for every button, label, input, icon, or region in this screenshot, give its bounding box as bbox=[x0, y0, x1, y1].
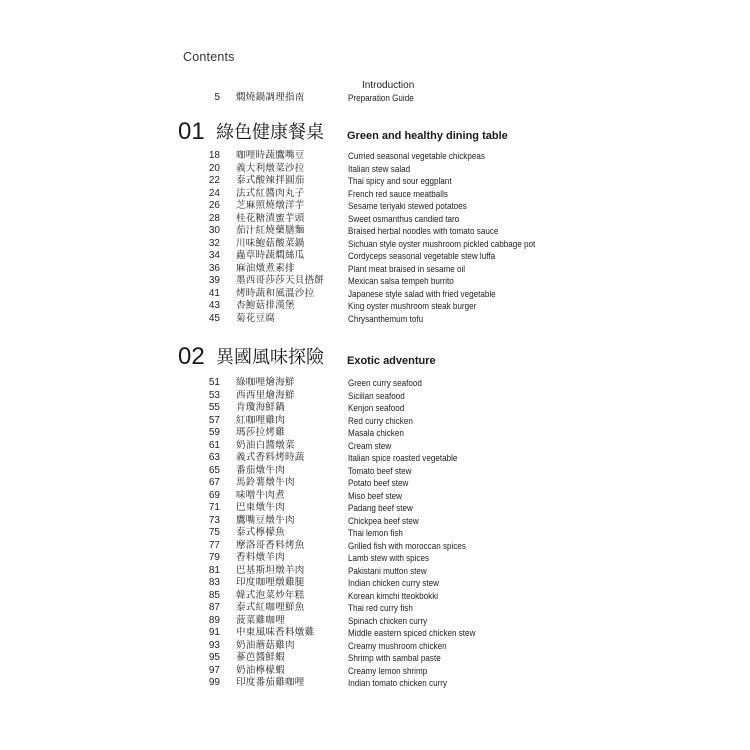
entry-title-zh: 鷹嘴豆燉牛肉 bbox=[236, 514, 295, 526]
entry-title-zh: 中東風味香料燉雞 bbox=[236, 627, 315, 638]
toc-entry bbox=[0, 590, 750, 603]
toc-entry bbox=[0, 627, 750, 640]
entry-title-zh: 蔘芭醬鮮蝦 bbox=[236, 652, 286, 663]
entry-title-zh: 茄汁紅燒藥膳麵 bbox=[236, 225, 305, 236]
entry-title-en: French red sauce meatballs bbox=[348, 188, 448, 199]
entry-title-zh: 麻油燉煮素排 bbox=[236, 262, 295, 274]
entry-title-zh: 巴基斯坦燉羊肉 bbox=[236, 564, 305, 576]
toc-entry bbox=[0, 527, 750, 540]
page-number: 39 bbox=[208, 275, 220, 286]
entry-title-zh: 泰式檸檬魚 bbox=[236, 527, 286, 538]
toc-entry bbox=[0, 175, 750, 188]
page-number: 67 bbox=[208, 477, 220, 488]
entry-title-zh: 義大利燉菜沙拉 bbox=[236, 162, 305, 174]
entry-title-en: Korean kimchi tteokbokki bbox=[348, 590, 439, 601]
entry-title-en: Creamy mushroom chicken bbox=[348, 640, 447, 651]
entry-title-zh: 番茄燉牛肉 bbox=[236, 464, 286, 476]
entry-title-en: Cordyceps seasonal vegetable stew luffa bbox=[348, 251, 496, 261]
entry-title-zh: 烤時蔬和風溫沙拉 bbox=[236, 287, 315, 299]
entry-title-zh: 義式香料烤時蔬 bbox=[236, 452, 305, 463]
chapter-heading bbox=[0, 118, 750, 146]
page-number: 95 bbox=[208, 652, 220, 663]
entry-title-en: Miso beef stew bbox=[348, 490, 403, 501]
page-number: 28 bbox=[208, 212, 220, 224]
entry-title-en: Braised herbal noodles with tomato sauce bbox=[348, 226, 499, 236]
page-number: 43 bbox=[208, 300, 220, 311]
page-number: 18 bbox=[208, 150, 220, 161]
page-number: 75 bbox=[208, 527, 220, 538]
page-number: 55 bbox=[208, 402, 220, 413]
entry-title-zh: 馬鈴薯燉牛肉 bbox=[236, 477, 295, 488]
page-number: 73 bbox=[208, 514, 220, 526]
entry-title-zh: 肯瓊海鮮鍋 bbox=[236, 402, 286, 413]
toc-entry bbox=[0, 477, 750, 490]
entry-title-zh: 綠咖哩燴海鮮 bbox=[236, 377, 295, 388]
entry-title-en: Sesame teriyaki stewed potatoes bbox=[348, 201, 467, 211]
entry-title-en: Preparation Guide bbox=[348, 93, 414, 103]
entry-title-en: Tomato beef stew bbox=[348, 465, 412, 476]
toc-entry bbox=[0, 163, 750, 176]
entry-title-en: Curried seasonal vegetable chickpeas bbox=[348, 151, 485, 161]
entry-title-zh: 菠菜雞咖哩 bbox=[236, 614, 286, 626]
toc-entry bbox=[0, 415, 750, 428]
page-number: 81 bbox=[208, 564, 220, 576]
toc-entry bbox=[0, 275, 750, 288]
chapter-title-zh: 綠色健康餐桌 bbox=[216, 122, 324, 143]
entry-title-en: Cream stew bbox=[348, 440, 392, 451]
chapter-title-en: Green and healthy dining table bbox=[347, 130, 508, 142]
page-number: 30 bbox=[208, 225, 220, 236]
entry-title-en: Potato beef stew bbox=[348, 478, 409, 488]
page-number: 87 bbox=[208, 602, 220, 613]
toc-entry bbox=[0, 440, 750, 453]
toc-entry bbox=[0, 300, 750, 313]
entry-title-zh: 巴東燉牛肉 bbox=[236, 502, 286, 513]
toc-entry bbox=[0, 615, 750, 628]
entry-title-zh: 芝麻照燒燉洋芋 bbox=[236, 200, 305, 211]
chapter-title-zh: 異國風味探險 bbox=[216, 347, 324, 368]
toc-entry bbox=[0, 677, 750, 690]
entry-title-zh: 杏鮑菇排漢堡 bbox=[236, 300, 295, 311]
entry-title-en: Plant meat braised in sesame oil bbox=[348, 263, 466, 274]
toc-entry bbox=[0, 263, 750, 276]
chapter-number: 02 bbox=[178, 343, 205, 370]
entry-title-en: Red curry chicken bbox=[348, 415, 413, 426]
entry-title-zh: 川味鮑菇酸菜鍋 bbox=[236, 237, 305, 249]
toc-entry bbox=[0, 402, 750, 415]
toc-entry bbox=[0, 490, 750, 503]
toc-entry bbox=[0, 640, 750, 653]
page-number: 41 bbox=[208, 287, 220, 299]
chapter-title-en: Exotic adventure bbox=[347, 355, 436, 367]
entry-title-en: Sweet osmanthus candied taro bbox=[348, 213, 460, 224]
entry-title-en: King oyster mushroom steak burger bbox=[348, 301, 477, 311]
page-number: 36 bbox=[208, 262, 220, 274]
toc-entry bbox=[0, 540, 750, 553]
entry-title-en: Chickpea beef stew bbox=[348, 515, 419, 526]
entry-title-zh: 韓式泡菜炒年糕 bbox=[236, 589, 305, 601]
page-number: 83 bbox=[208, 577, 220, 588]
entry-title-en: Mexican salsa tempeh burrito bbox=[348, 276, 454, 286]
entry-title-en: Masala chicken bbox=[348, 428, 404, 438]
entry-title-en: Green curry seafood bbox=[348, 378, 422, 388]
entry-title-en: Chrysanthemum tofu bbox=[348, 313, 424, 324]
page-number: 69 bbox=[208, 489, 220, 501]
page-number: 93 bbox=[208, 639, 220, 651]
page-number: 57 bbox=[208, 414, 220, 426]
page-number: 79 bbox=[208, 552, 220, 563]
entry-title-en: Lamb stew with spices bbox=[348, 553, 430, 563]
entry-title-zh: 泰式紅咖哩鮮魚 bbox=[236, 602, 305, 613]
page-number: 59 bbox=[208, 427, 220, 438]
entry-title-zh: 咖哩時蔬鷹嘴豆 bbox=[236, 150, 305, 161]
page-number: 24 bbox=[208, 187, 220, 199]
entry-title-zh: 菊花豆腐 bbox=[236, 312, 276, 324]
page-number: 20 bbox=[208, 162, 220, 174]
toc-entry bbox=[0, 652, 750, 665]
toc-entry bbox=[0, 313, 750, 326]
entry-title-en: Sicilian seafood bbox=[348, 390, 405, 401]
entry-title-zh: 摩洛哥香料烤魚 bbox=[236, 539, 305, 551]
entry-title-zh: 味噌牛肉煮 bbox=[236, 489, 286, 501]
toc-entry bbox=[0, 565, 750, 578]
page-number: 97 bbox=[208, 664, 220, 676]
entry-title-en: Italian stew salad bbox=[348, 163, 411, 174]
toc-entry bbox=[0, 225, 750, 238]
toc-entry bbox=[0, 213, 750, 226]
page-number: 89 bbox=[208, 614, 220, 626]
toc-entry bbox=[0, 552, 750, 565]
entry-title-zh: 奶油蘑菇雞肉 bbox=[236, 639, 295, 651]
entry-title-en: Kenjon seafood bbox=[348, 403, 405, 413]
entry-title-zh: 紅咖哩雞肉 bbox=[236, 414, 286, 426]
page-number: 65 bbox=[208, 464, 220, 476]
toc-entry bbox=[0, 465, 750, 478]
entry-title-en: Padang beef stew bbox=[348, 503, 413, 513]
entry-title-en: Italian spice roasted vegetable bbox=[348, 453, 458, 463]
toc-entry bbox=[0, 200, 750, 213]
toc-entry bbox=[0, 515, 750, 528]
entry-title-en: Creamy lemon shrimp bbox=[348, 665, 428, 676]
entry-title-zh: 香料燉羊肉 bbox=[236, 552, 286, 563]
page-heading: Contents bbox=[183, 50, 235, 64]
entry-title-en: Spinach chicken curry bbox=[348, 615, 428, 626]
page-number: 77 bbox=[208, 539, 220, 551]
entry-title-zh: 印度咖哩燉雞腿 bbox=[236, 577, 305, 588]
entry-title-en: Thai lemon fish bbox=[348, 528, 403, 538]
page-number: 5 bbox=[214, 92, 220, 103]
chapter-number: 01 bbox=[178, 118, 205, 145]
page-number: 34 bbox=[208, 250, 220, 261]
toc-entry bbox=[0, 577, 750, 590]
entry-title-zh: 奶油檸檬蝦 bbox=[236, 664, 286, 676]
toc-entry bbox=[0, 238, 750, 251]
entry-title-zh: 印度番茄雞咖哩 bbox=[236, 677, 305, 688]
entry-title-zh: 泰式酸辣拌圓茄 bbox=[236, 175, 305, 186]
toc-entry bbox=[0, 250, 750, 263]
toc-entry bbox=[0, 377, 750, 390]
entry-title-zh: 奶油白醬燉菜 bbox=[236, 439, 295, 451]
page-number: 91 bbox=[208, 627, 220, 638]
toc-entry bbox=[0, 665, 750, 678]
entry-title-en: Thai spicy and sour eggplant bbox=[348, 176, 452, 186]
entry-title-zh: 桂花糖漬蜜芋頭 bbox=[236, 212, 305, 224]
toc-entry bbox=[0, 427, 750, 440]
page-number: 99 bbox=[208, 677, 220, 688]
page-number: 32 bbox=[208, 237, 220, 249]
toc-entry bbox=[0, 188, 750, 201]
page-number: 26 bbox=[208, 200, 220, 211]
chapter-heading bbox=[0, 343, 750, 371]
entry-title-en: Middle eastern spiced chicken stew bbox=[348, 628, 476, 638]
entry-title-en: Indian chicken curry stew bbox=[348, 578, 439, 588]
page-number: 63 bbox=[208, 452, 220, 463]
toc-entry bbox=[0, 150, 750, 163]
page-number: 85 bbox=[208, 589, 220, 601]
entry-title-en: Thai red curry fish bbox=[348, 603, 413, 613]
entry-title-en: Indian tomato chicken curry bbox=[348, 678, 448, 688]
toc-entry bbox=[0, 288, 750, 301]
introduction-title: Introduction bbox=[362, 80, 415, 91]
entry-title-zh: 蟲草時蔬燜絲瓜 bbox=[236, 250, 305, 261]
entry-title-zh: 燜燒鍋調理指南 bbox=[236, 92, 305, 103]
entry-title-en: Japanese style salad with fried vegetable bbox=[348, 288, 496, 299]
entry-title-en: Grilled fish with moroccan spices bbox=[348, 540, 466, 551]
entry-title-zh: 瑪莎拉烤雞 bbox=[236, 427, 286, 438]
page-number: 61 bbox=[208, 439, 220, 451]
entry-title-zh: 墨西哥莎莎天貝搭餅 bbox=[236, 275, 325, 286]
entry-title-en: Shrimp with sambal paste bbox=[348, 653, 441, 663]
toc-entry bbox=[0, 602, 750, 615]
entry-title-en: Sichuan style oyster mushroom pickled cabbage pot bbox=[348, 238, 536, 249]
entry-title-zh: 法式紅醬肉丸子 bbox=[236, 187, 305, 199]
page-number: 53 bbox=[208, 389, 220, 401]
entry-title-zh: 西西里燴海鮮 bbox=[236, 389, 295, 401]
page-number: 51 bbox=[208, 377, 220, 388]
entry-title-en: Pakistani mutton stew bbox=[348, 565, 427, 576]
page-number: 22 bbox=[208, 175, 220, 186]
page-number: 71 bbox=[208, 502, 220, 513]
page-number: 45 bbox=[208, 312, 220, 324]
toc-entry bbox=[0, 92, 750, 105]
toc-entry bbox=[0, 452, 750, 465]
toc-entry bbox=[0, 502, 750, 515]
toc-entry bbox=[0, 390, 750, 403]
